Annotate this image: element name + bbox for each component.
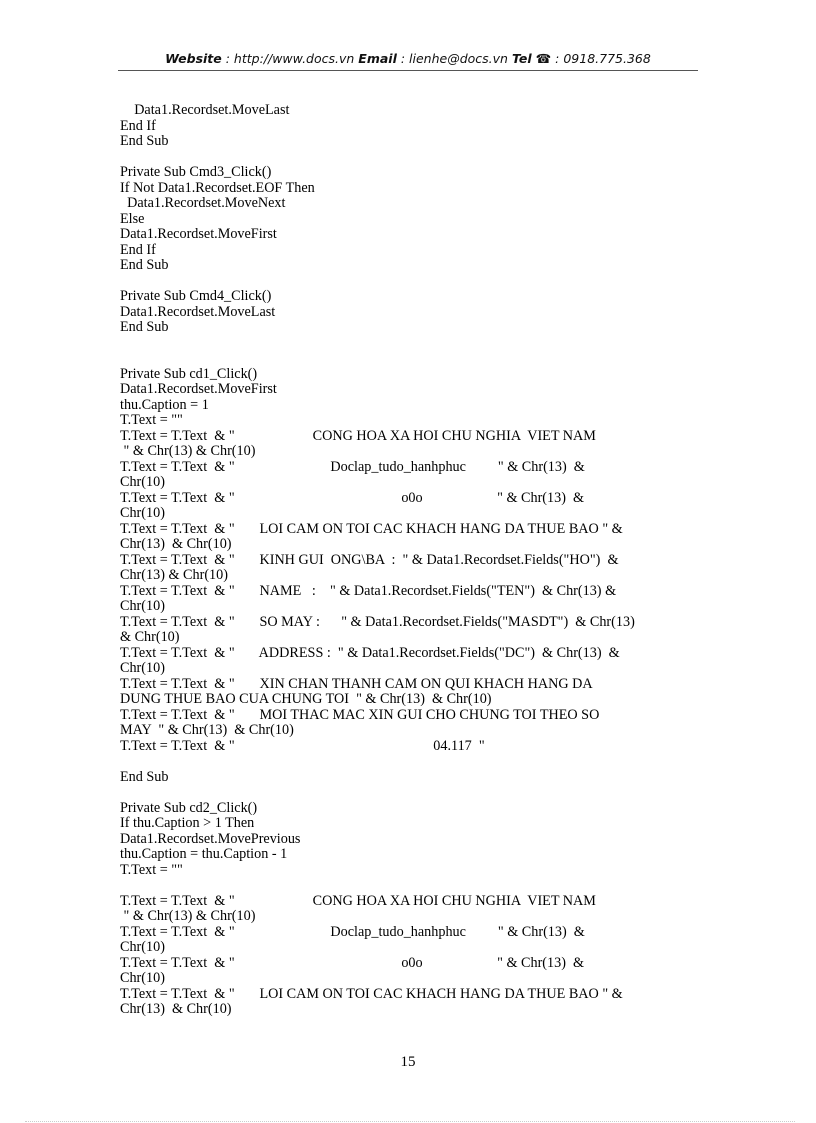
- code-line: Data1.Recordset.MovePrevious: [120, 830, 301, 847]
- code-line: Chr(10): [120, 660, 165, 676]
- code-line: " & Chr(13) & Chr(10): [120, 443, 256, 459]
- code-line: T.Text = T.Text & " o0o " & Chr(13) &: [120, 954, 585, 971]
- code-line: T.Text = T.Text & " SO MAY : " & Data1.Recordset.Fields("MASDT") & Chr(13): [120, 613, 635, 630]
- code-line: Private Sub Cmd3_Click(): [120, 164, 272, 180]
- code-line: MAY " & Chr(13) & Chr(10): [120, 722, 294, 738]
- code-line: [120, 150, 710, 166]
- code-line: DUNG THUE BAO CUA CHUNG TOI " & Chr(13) & Chr(10): [120, 691, 492, 707]
- code-line: T.Text = T.Text & " LOI CAM ON TOI CAC KHACH HANG DA THUE BAO " &: [120, 520, 623, 537]
- code-line: End Sub: [120, 257, 169, 273]
- code-line: T.Text = T.Text & " MOI THAC MAC XIN GUI CHO CHUNG TOI THEO SO: [120, 706, 600, 723]
- code-line: T.Text = T.Text & " KINH GUI ONG\BA : " & Data1.Recordset.Fields("HO") &: [120, 551, 619, 568]
- code-line: [120, 785, 710, 801]
- code-line: T.Text = T.Text & " CONG HOA XA HOI CHU NGHIA VIET NAM: [120, 427, 596, 444]
- code-line: Chr(10): [120, 970, 165, 986]
- code-line: Data1.Recordset.MoveNext: [120, 195, 286, 211]
- header-divider: [118, 70, 698, 71]
- code-line: Private Sub Cmd4_Click(): [120, 288, 272, 304]
- code-line: [120, 754, 710, 770]
- code-line: Data1.Recordset.MoveFirst: [120, 381, 277, 397]
- website-value: : http://www.docs.vn: [221, 51, 359, 66]
- code-line: [120, 351, 710, 367]
- code-line: thu.Caption = thu.Caption - 1: [120, 846, 288, 862]
- code-line: Chr(10): [120, 474, 165, 490]
- email-label: Email: [358, 51, 397, 66]
- code-line: [120, 336, 710, 352]
- code-line: Chr(10): [120, 939, 165, 955]
- code-line: End If: [120, 241, 156, 258]
- code-line: Else: [120, 210, 145, 227]
- code-line: [120, 878, 710, 894]
- page-number: 15: [400, 1054, 416, 1070]
- code-line: Chr(13) & Chr(10): [120, 567, 228, 583]
- code-line: T.Text = T.Text & " Doclap_tudo_hanhphuc " & Chr(13) &: [120, 458, 585, 475]
- tel-value: : 0918.775.368: [551, 51, 651, 66]
- code-line: T.Text = T.Text & " XIN CHAN THANH CAM ON QUI KHACH HANG DA: [120, 675, 593, 692]
- code-line: T.Text = T.Text & " CONG HOA XA HOI CHU NGHIA VIET NAM: [120, 892, 596, 909]
- page-header: [0, 51, 816, 66]
- code-line: T.Text = "": [120, 861, 183, 878]
- code-line: Chr(10): [120, 598, 165, 614]
- code-line: Private Sub cd1_Click(): [120, 365, 258, 382]
- code-line: If thu.Caption > 1 Then: [120, 815, 255, 831]
- code-line: T.Text = T.Text & " o0o " & Chr(13) &: [120, 489, 585, 506]
- code-line: Chr(10): [120, 505, 165, 521]
- code-line: " & Chr(13) & Chr(10): [120, 908, 256, 924]
- code-line: T.Text = "": [120, 412, 183, 428]
- code-line: T.Text = T.Text & " NAME : " & Data1.Recordset.Fields("TEN") & Chr(13) &: [120, 582, 617, 599]
- code-line: T.Text = T.Text & " ADDRESS : " & Data1.Recordset.Fields("DC") & Chr(13) &: [120, 644, 620, 661]
- email-value: : lienhe@docs.vn: [396, 51, 512, 66]
- code-line: & Chr(10): [120, 629, 180, 645]
- code-line: Chr(13) & Chr(10): [120, 536, 232, 552]
- code-line: Data1.Recordset.MoveLast: [120, 102, 290, 118]
- code-line: thu.Caption = 1: [120, 396, 209, 413]
- code-line: Data1.Recordset.MoveLast: [120, 303, 276, 320]
- code-line: Private Sub cd2_Click(): [120, 799, 258, 816]
- code-line: Data1.Recordset.MoveFirst: [120, 226, 277, 242]
- tel-label: Tel: [511, 51, 532, 66]
- code-listing: [120, 103, 710, 1018]
- website-label: Website: [165, 51, 222, 66]
- code-line: T.Text = T.Text & " 04.117 ": [120, 737, 485, 754]
- code-line: End Sub: [120, 319, 169, 335]
- code-line: End If: [120, 117, 156, 134]
- code-line: If Not Data1.Recordset.EOF Then: [120, 179, 315, 196]
- code-line: End Sub: [120, 768, 169, 785]
- page-bottom-border: [25, 1121, 795, 1122]
- code-line: End Sub: [120, 133, 169, 149]
- code-line: Chr(13) & Chr(10): [120, 1001, 232, 1017]
- code-line: T.Text = T.Text & " LOI CAM ON TOI CAC KHACH HANG DA THUE BAO " &: [120, 985, 623, 1002]
- code-line: [120, 274, 710, 290]
- phone-icon: ☎: [535, 51, 552, 66]
- code-line: T.Text = T.Text & " Doclap_tudo_hanhphuc " & Chr(13) &: [120, 923, 585, 940]
